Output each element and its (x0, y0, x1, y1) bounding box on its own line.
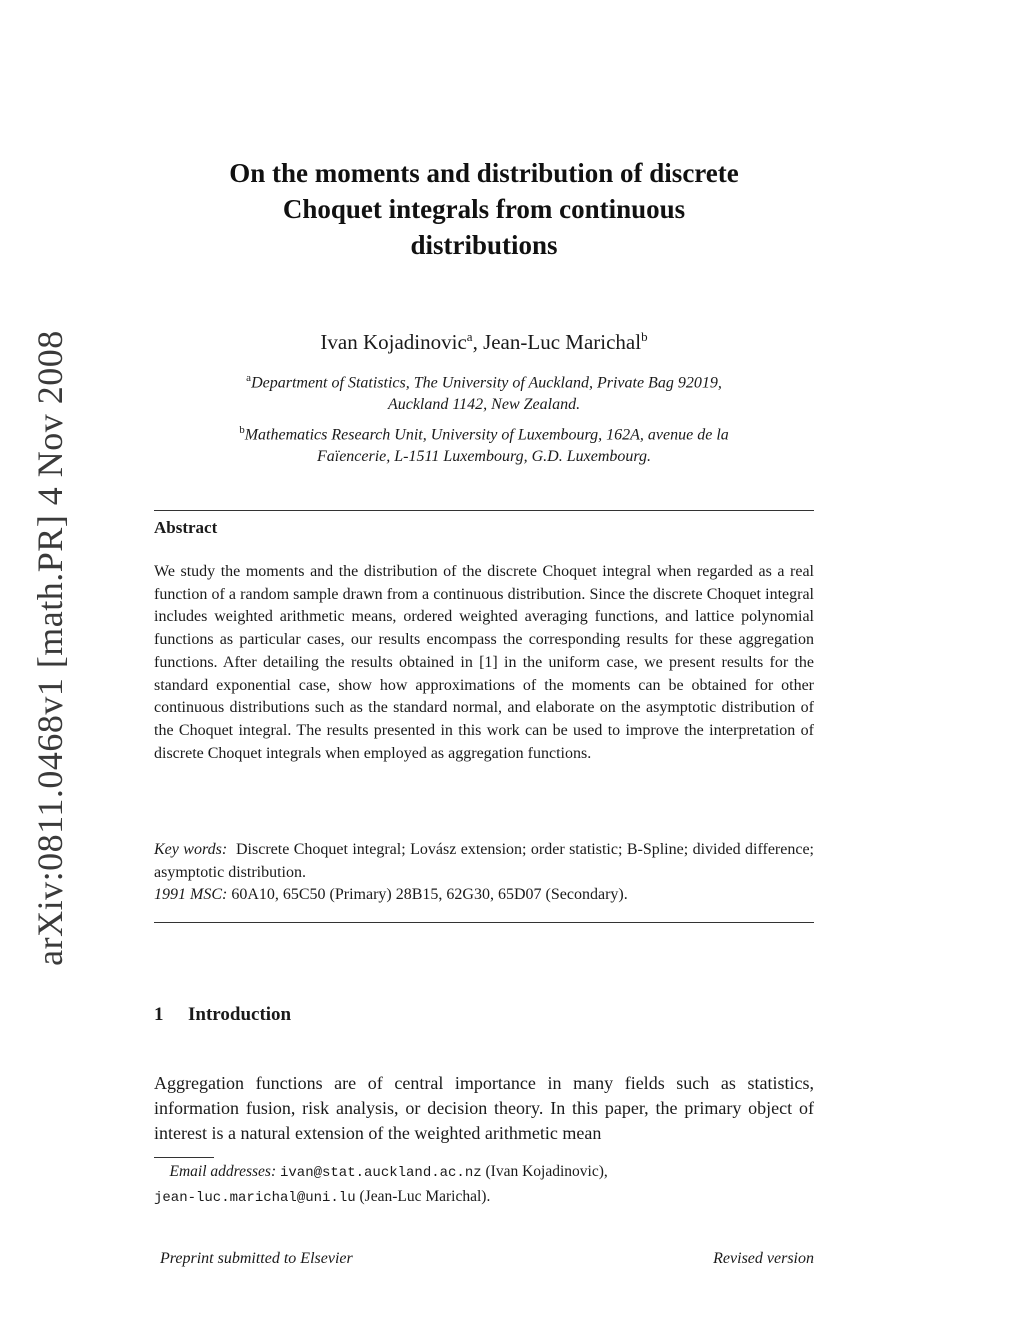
msc-label: 1991 MSC: (154, 886, 228, 904)
keywords-text: Discrete Choquet integral; Lovász extension; order statistic; B-Spline; divided difference; asymptotic distribution. (154, 841, 814, 881)
author-list (154, 322, 814, 357)
affiliation-mark: b (641, 329, 648, 344)
keywords-block (154, 839, 814, 907)
affiliation-mark: a (466, 329, 473, 344)
affiliation-line: Department of Statistics, The University of Auckland, Private Bag 92019, (251, 374, 722, 392)
version-note: Revised version (713, 1250, 814, 1267)
affiliation-line: Mathematics Research Unit, University of Luxembourg, 162A, avenue de la (244, 426, 729, 444)
abstract-bottom-rule (154, 922, 814, 923)
email-link[interactable]: ivan@stat.auckland.ac.nz (280, 1165, 482, 1181)
affiliation-mark: b (239, 424, 245, 436)
preprint-note: Preprint submitted to Elsevier (160, 1250, 353, 1267)
section-title: Introduction (188, 1004, 292, 1025)
email-owner: (Ivan Kojadinovic), (485, 1163, 608, 1180)
abstract-heading: Abstract (154, 518, 218, 537)
keywords-label: Key words: (154, 841, 228, 858)
section-heading (154, 1004, 291, 1026)
author-name: Ivan Kojadinovic (320, 330, 467, 354)
email-link[interactable]: jean-luc.marichal@uni.lu (154, 1190, 356, 1206)
title-line: On the moments and distribution of discrete (229, 158, 739, 188)
footnote-label: Email addresses: (169, 1163, 277, 1180)
affiliation-mark: a (246, 372, 252, 384)
abstract-top-rule (154, 510, 814, 511)
msc-text: 60A10, 65C50 (Primary) 28B15, 62G30, 65D07 (Secondary). (231, 886, 628, 904)
author-separator: , (472, 330, 484, 354)
footnote-emails (154, 1160, 814, 1210)
author-name: Jean-Luc Marichal (483, 330, 642, 354)
abstract-text: We study the moments and the distribution of the discrete Choquet integral when regarded as a real function of a random sample drawn from a continuous distribution. Since the discrete Choquet integral includes weighted arithmetic means, ordered weighted averaging functions, and lattice polynomial functions as particular cases, our results encompass the corresponding results for these aggregation functions. After detailing the results obtained in [1] in the uniform case, we present results for the standard exponential case, show how approximations of the moments can be obtained for other continuous distributions such as the standard normal, and elaborate on the asymptotic distribution of the Choquet integral. The results presented in this work can be used to improve the interpretation of discrete Choquet integrals when employed as aggregation functions. (154, 563, 814, 762)
affiliation-line: Faïencerie, L-1511 Luxembourg, G.D. Luxembourg. (316, 448, 652, 466)
paper-title (154, 155, 814, 263)
title-line: Choquet integrals from continuous (282, 194, 686, 224)
section-number: 1 (154, 1004, 164, 1025)
email-owner: (Jean-Luc Marichal). (359, 1188, 491, 1205)
footnote-rule (154, 1157, 214, 1158)
affiliation-b (170, 419, 798, 468)
title-line: distributions (410, 230, 558, 260)
introduction-text: Aggregation functions are of central importance in many fields such as statistics, information fusion, risk analysis, or decision theory. In this paper, the primary object of interest is a natural extension of the weighted arithmetic mean (154, 1073, 814, 1143)
affiliation-a (170, 367, 798, 416)
arxiv-identifier: arXiv:0811.0468v1 [math.PR] 4 Nov 2008 (30, 330, 70, 966)
affiliation-line: Auckland 1142, New Zealand. (387, 396, 581, 414)
